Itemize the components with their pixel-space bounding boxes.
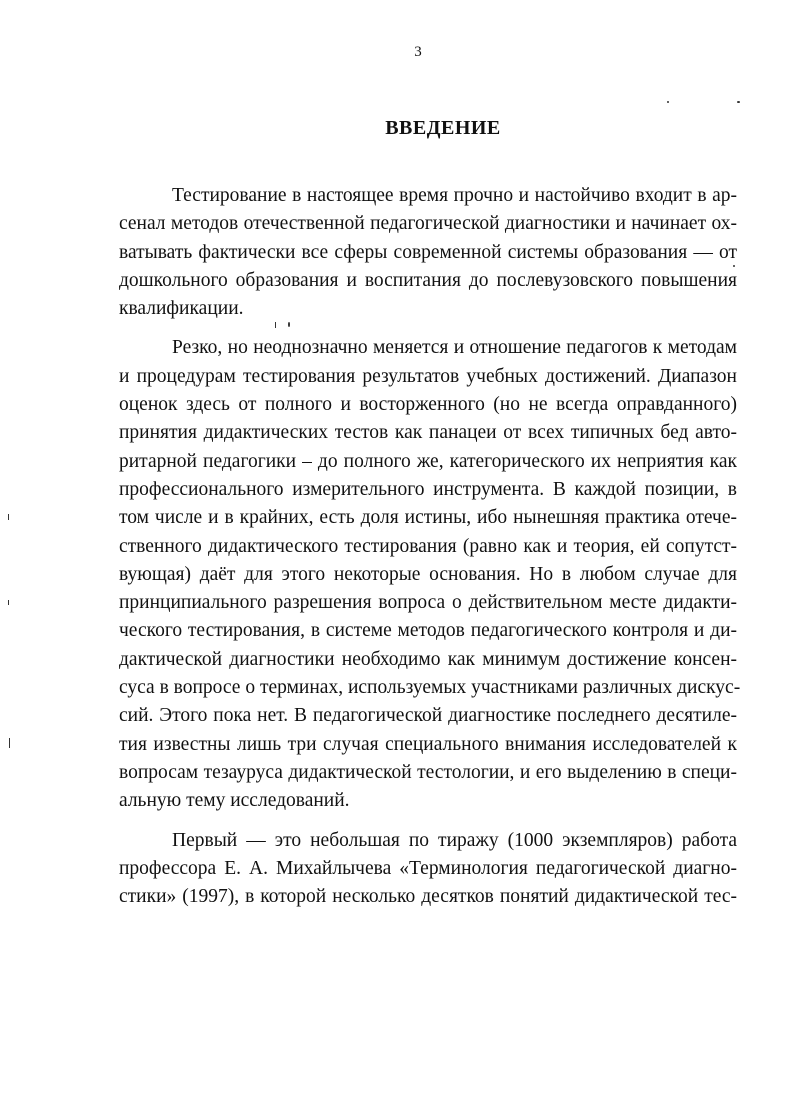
text-line: принципиального разрешения вопроса о действительном месте дидакти- xyxy=(119,592,737,614)
text-line: дошкольного образования и воспитания до послевузовского повышения xyxy=(119,269,737,291)
body-text xyxy=(119,182,741,911)
text-line: вующая) даёт для этого некоторые основания. Но в любом случае для xyxy=(119,563,737,585)
scan-speck xyxy=(288,322,290,327)
text-line: ческого тестирования, в системе методов педагогического контроля и ди- xyxy=(119,620,737,642)
text-line: и процедурам тестирования результатов учебных достижений. Диапазон xyxy=(119,365,737,387)
text-line: квалификации. xyxy=(119,298,244,320)
scan-speck xyxy=(737,101,740,103)
scan-speck xyxy=(8,600,9,605)
paragraph-3 xyxy=(119,827,737,912)
text-line: профессора Е. А. Михайлычева «Терминология педагогической диагно- xyxy=(119,857,737,879)
text-line: принятия дидактических тестов как панацеи от всех типичных бед авто- xyxy=(119,422,737,444)
text-line: тия известны лишь три случая специального внимания исследователей к xyxy=(119,733,737,755)
scan-speck xyxy=(733,265,735,267)
text-line: стики» (1997), в которой несколько десятков понятий дидактической тес- xyxy=(119,886,737,908)
text-line: вопросам тезауруса дидактической тестологии, и его выделению в специ- xyxy=(119,761,737,783)
text-line: профессионального измерительного инструмента. В каждой позиции, в xyxy=(119,478,737,500)
text-line: дактической диагностики необходимо как минимум достижение консен- xyxy=(119,648,737,670)
text-line: альную тему исследований. xyxy=(119,790,350,812)
text-line: сий. Этого пока нет. В педагогической диагностике последнего десятиле- xyxy=(119,705,737,727)
scan-speck xyxy=(667,101,669,103)
text-line: ритарной педагогики – до полного же, категорического их неприятия как xyxy=(119,450,737,472)
text-line: суса в вопросе о терминах, используемых участниками различных дискус- xyxy=(119,677,741,699)
scan-speck xyxy=(8,514,9,520)
text-line: Резко, но неоднозначно меняется и отношение педагогов к методам xyxy=(172,337,737,359)
paragraph-1 xyxy=(119,182,737,323)
text-line: сенал методов отечественной педагогической диагностики и начинает ох- xyxy=(119,213,737,235)
text-line: ватывать фактически все сферы современной системы образования — от xyxy=(119,241,737,263)
page-title: ВВЕДЕНИЕ xyxy=(385,117,501,139)
text-line: ственного дидактического тестирования (равно как и теория, ей сопутст- xyxy=(119,535,737,557)
scan-speck xyxy=(275,322,276,328)
page-number: 3 xyxy=(414,44,422,60)
paragraph-2 xyxy=(119,334,741,815)
scan-speck xyxy=(9,738,10,748)
text-line: Тестирование в настоящее время прочно и настойчиво входит в ар- xyxy=(172,185,737,206)
text-line: том числе и в крайних, есть доля истины, ибо нынешняя практика отече- xyxy=(119,507,737,529)
text-line: оценок здесь от полного и восторженного (но не всегда оправданного) xyxy=(119,394,737,416)
text-line: Первый — это небольшая по тиражу (1000 экземпляров) работа xyxy=(172,829,737,851)
